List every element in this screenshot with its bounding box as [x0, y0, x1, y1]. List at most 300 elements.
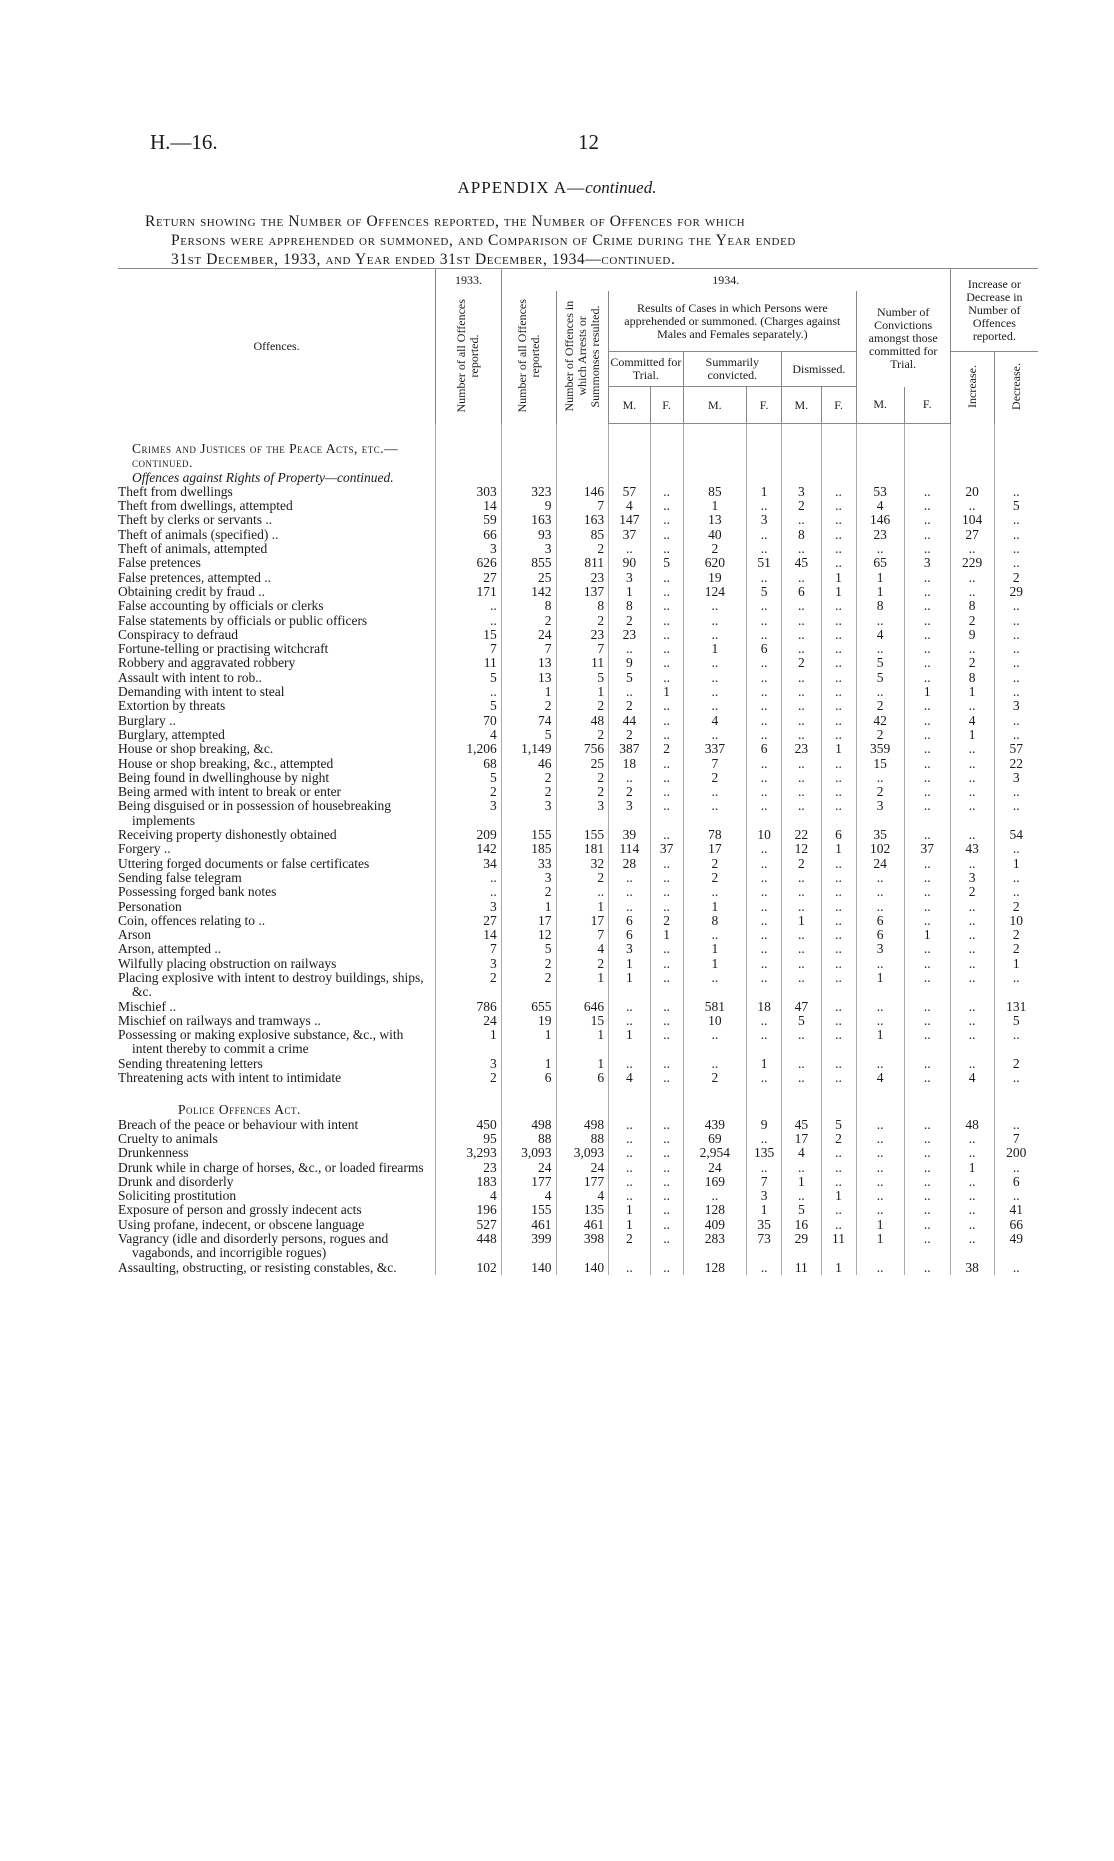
table-cell: 23 [609, 628, 651, 642]
table-cell: .. [950, 571, 994, 585]
table-cell: .. [650, 1146, 683, 1160]
table-row [118, 642, 1038, 656]
table-cell: 17 [683, 842, 747, 856]
dismissed-m-header: M. [782, 387, 821, 424]
table-cell: .. [994, 685, 1038, 699]
table-cell: .. [782, 785, 821, 799]
table-cell: .. [904, 785, 950, 799]
table-cell: 1 [609, 971, 651, 1000]
table-cell: 8 [609, 599, 651, 613]
table-cell: 24 [856, 857, 904, 871]
offence-label: Arson, attempted .. [118, 941, 222, 957]
table-cell: .. [650, 671, 683, 685]
table-cell: .. [904, 914, 950, 928]
table-cell: 51 [747, 556, 782, 570]
table-cell: .. [650, 485, 683, 499]
table-cell: 3 [747, 513, 782, 527]
table-cell: 8 [950, 599, 994, 613]
table-cell: 70 [436, 714, 502, 728]
table-cell: 450 [436, 1118, 502, 1132]
table-cell: 9 [501, 499, 556, 513]
table-cell: .. [747, 928, 782, 942]
table-cell: 12 [501, 928, 556, 942]
offence-label: Uttering forged documents or false certificates [118, 855, 370, 871]
table-cell: 359 [856, 742, 904, 756]
table-cell: .. [747, 1028, 782, 1057]
table-cell: .. [747, 771, 782, 785]
table-row [118, 771, 1038, 785]
table-cell: .. [650, 714, 683, 728]
table-cell: 5 [436, 699, 502, 713]
table-cell: .. [904, 757, 950, 771]
table-cell: 24 [683, 1161, 747, 1175]
table-cell: .. [650, 585, 683, 599]
table-cell: 5 [436, 671, 502, 685]
table-cell: .. [821, 528, 856, 542]
table-row [118, 885, 1038, 899]
offence-label: Breach of the peace or behaviour with intent [118, 1116, 359, 1132]
table-cell: 5 [821, 1118, 856, 1132]
table-cell: .. [856, 1057, 904, 1071]
table-cell: 2,954 [683, 1146, 747, 1160]
table-cell: .. [650, 1014, 683, 1028]
table-cell: 2 [782, 499, 821, 513]
table-cell: 11 [556, 656, 609, 670]
table-cell: 39 [609, 828, 651, 842]
table-cell: 4 [782, 1146, 821, 1160]
offence-label: Possessing or making explosive substance, &c., with intent thereby to commit a crime [118, 1027, 404, 1057]
table-cell: .. [782, 642, 821, 656]
table-row [118, 599, 1038, 613]
table-row [118, 1146, 1038, 1160]
table-cell: 2 [821, 1132, 856, 1146]
table-cell: 14 [436, 499, 502, 513]
table-cell: 7 [436, 642, 502, 656]
reported-1933-header: Number of all Offences reported. [436, 291, 502, 424]
page-number: 12 [578, 130, 599, 154]
table-cell: 811 [556, 556, 609, 570]
table-cell: .. [994, 599, 1038, 613]
offence-label: Assault with intent to rob.. [118, 669, 262, 685]
table-cell: 3 [950, 871, 994, 885]
table-cell: 1 [856, 585, 904, 599]
arrests-header: Number of Offences in which Arrests or Summonses resulted. [556, 291, 609, 424]
table-cell: .. [650, 885, 683, 899]
table-row [118, 728, 1038, 742]
table-cell: 9 [609, 656, 651, 670]
table-cell: .. [782, 671, 821, 685]
table-cell: .. [821, 1203, 856, 1217]
table-cell: 461 [556, 1218, 609, 1232]
table-cell: 23 [856, 528, 904, 542]
table-cell: .. [821, 1071, 856, 1085]
table-cell: 1 [856, 1218, 904, 1232]
offence-label: Sending threatening letters [118, 1055, 263, 1071]
table-cell: .. [904, 1203, 950, 1217]
table-cell: 22 [994, 757, 1038, 771]
table-cell: .. [747, 942, 782, 956]
table-cell: 3 [609, 571, 651, 585]
table-cell: .. [856, 900, 904, 914]
table-cell: .. [904, 542, 950, 556]
table-cell: 11 [436, 656, 502, 670]
table-cell: 163 [556, 513, 609, 527]
table-row [118, 1014, 1038, 1028]
table-cell: .. [650, 1189, 683, 1203]
table-cell: 1 [683, 957, 747, 971]
table-cell: .. [747, 1071, 782, 1085]
table-cell: 1 [950, 728, 994, 742]
table-cell: 2 [501, 614, 556, 628]
table-cell: 1 [856, 971, 904, 1000]
table-cell: 6 [747, 642, 782, 656]
table-cell: .. [747, 571, 782, 585]
table-cell: .. [683, 971, 747, 1000]
table-cell: 581 [683, 1000, 747, 1014]
table-cell: .. [950, 785, 994, 799]
table-cell: 5 [436, 771, 502, 785]
table-row [118, 1000, 1038, 1014]
table-cell: 4 [609, 499, 651, 513]
table-row [118, 1161, 1038, 1175]
table-cell: 6 [856, 928, 904, 942]
table-cell: .. [821, 642, 856, 656]
offence-label: False statements by officials or public officers [118, 612, 368, 628]
table-cell: 140 [501, 1261, 556, 1275]
table-cell: .. [609, 900, 651, 914]
offence-label: False pretences [118, 555, 201, 571]
table-row [118, 828, 1038, 842]
table-cell: 25 [501, 571, 556, 585]
table-cell: .. [904, 656, 950, 670]
table-cell: .. [747, 757, 782, 771]
table-cell: 4 [683, 714, 747, 728]
table-cell: 128 [683, 1261, 747, 1275]
table-cell: .. [994, 1118, 1038, 1132]
table-cell: 2 [683, 771, 747, 785]
table-cell: 3 [436, 1057, 502, 1071]
table-cell: 1 [683, 499, 747, 513]
offences-table [118, 268, 1038, 1275]
offence-label: Possessing forged bank notes [118, 884, 277, 900]
table-cell: 40 [683, 528, 747, 542]
table-cell: .. [821, 656, 856, 670]
table-cell: .. [683, 685, 747, 699]
table-cell: 2 [650, 914, 683, 928]
table-cell: 2 [683, 542, 747, 556]
table-row [118, 757, 1038, 771]
table-cell: 18 [609, 757, 651, 771]
table-cell: 448 [436, 1232, 502, 1261]
table-cell: 54 [994, 828, 1038, 842]
table-cell: 24 [501, 628, 556, 642]
table-cell: .. [821, 628, 856, 642]
offence-label: Drunkenness [118, 1145, 189, 1161]
table-cell: .. [821, 799, 856, 828]
table-cell: .. [821, 914, 856, 928]
table-cell: 4 [436, 728, 502, 742]
table-cell: 3 [501, 799, 556, 828]
table-cell: 1 [856, 571, 904, 585]
table-cell: 177 [501, 1175, 556, 1189]
table-cell: 461 [501, 1218, 556, 1232]
table-cell: 124 [683, 585, 747, 599]
offence-label: Fortune-telling or practising witchcraft [118, 641, 329, 657]
table-cell: 1 [501, 1028, 556, 1057]
table-cell: 3 [436, 957, 502, 971]
table-cell: .. [782, 957, 821, 971]
table-cell: 3 [501, 871, 556, 885]
offence-label: Being found in dwellinghouse by night [118, 769, 330, 785]
table-cell: 4 [856, 499, 904, 513]
table-cell: .. [683, 656, 747, 670]
section-heading: Police Offences Act. [178, 1102, 301, 1118]
table-cell: 498 [556, 1118, 609, 1132]
table-cell: .. [821, 1028, 856, 1057]
table-cell: 85 [556, 528, 609, 542]
table-cell: 16 [782, 1218, 821, 1232]
table-cell: .. [904, 1175, 950, 1189]
table-cell: 128 [683, 1203, 747, 1217]
table-cell: .. [782, 614, 821, 628]
offence-label: Burglary, attempted [118, 726, 225, 742]
table-cell: 8 [782, 528, 821, 542]
offence-label: Conspiracy to defraud [118, 626, 238, 642]
offence-label: Forgery .. [118, 841, 171, 857]
table-cell: 1 [994, 857, 1038, 871]
table-cell: 2 [556, 871, 609, 885]
table-cell: 3 [856, 799, 904, 828]
table-cell: .. [609, 1161, 651, 1175]
table-cell: .. [650, 599, 683, 613]
table-cell: .. [650, 628, 683, 642]
table-row [118, 928, 1038, 942]
table-cell: 387 [609, 742, 651, 756]
table-cell: 23 [782, 742, 821, 756]
table-cell: 1 [821, 742, 856, 756]
table-cell: .. [950, 914, 994, 928]
table-cell: .. [950, 1000, 994, 1014]
table-cell: .. [821, 671, 856, 685]
table-cell: .. [821, 542, 856, 556]
table-cell: 73 [747, 1232, 782, 1261]
table-cell: 2 [609, 614, 651, 628]
table-cell: .. [821, 957, 856, 971]
table-cell: 1 [747, 1057, 782, 1071]
table-cell: 3 [994, 699, 1038, 713]
decrease-header: Decrease. [994, 352, 1038, 424]
offence-label: Using profane, indecent, or obscene language [118, 1216, 365, 1232]
table-cell: .. [904, 1218, 950, 1232]
table-cell: 7 [556, 642, 609, 656]
table-row [118, 957, 1038, 971]
table-cell: .. [950, 499, 994, 513]
table-cell: 2 [556, 614, 609, 628]
table-cell: .. [856, 1014, 904, 1028]
table-cell: .. [994, 842, 1038, 856]
table-cell: 6 [994, 1175, 1038, 1189]
table-cell: .. [821, 1146, 856, 1160]
table-row [118, 628, 1038, 642]
table-cell: 5 [501, 942, 556, 956]
table-cell: 3 [904, 556, 950, 570]
table-cell: 10 [683, 1014, 747, 1028]
table-cell: .. [821, 485, 856, 499]
table-cell: .. [904, 799, 950, 828]
table-cell: 171 [436, 585, 502, 599]
convictions-header: Number of Convictions amongst those committed for Trial. [856, 291, 950, 387]
offence-label: Theft by clerks or servants .. [118, 512, 273, 528]
table-cell: .. [994, 671, 1038, 685]
table-cell: 142 [501, 585, 556, 599]
table-cell: 7 [683, 757, 747, 771]
table-cell: 23 [436, 1161, 502, 1175]
table-cell: 185 [501, 842, 556, 856]
table-cell: 1 [556, 900, 609, 914]
table-cell: .. [994, 871, 1038, 885]
table-cell: .. [747, 785, 782, 799]
offence-label: Drunk while in charge of horses, &c., or loaded firearms [118, 1159, 424, 1175]
table-cell: .. [821, 1218, 856, 1232]
table-cell: 2 [556, 771, 609, 785]
offence-label: Mischief on railways and tramways .. [118, 1012, 321, 1028]
table-cell: .. [650, 757, 683, 771]
table-cell: 4 [556, 942, 609, 956]
table-cell: 2 [556, 699, 609, 713]
table-cell: 3,293 [436, 1146, 502, 1160]
table-cell: .. [994, 485, 1038, 499]
table-cell: .. [821, 1014, 856, 1028]
table-row [118, 499, 1038, 513]
table-cell: 3 [994, 771, 1038, 785]
table-cell: .. [436, 614, 502, 628]
table-cell: .. [782, 1057, 821, 1071]
table-cell: .. [821, 1161, 856, 1175]
table-cell: 13 [683, 513, 747, 527]
table-cell: .. [650, 1232, 683, 1261]
table-cell: .. [609, 685, 651, 699]
table-cell: .. [994, 1189, 1038, 1203]
table-cell: .. [904, 642, 950, 656]
table-cell: 8 [501, 599, 556, 613]
table-row [118, 528, 1038, 542]
table-cell: 1 [556, 971, 609, 1000]
table-cell: 10 [747, 828, 782, 842]
table-cell: 3 [436, 799, 502, 828]
table-row [118, 542, 1038, 556]
table-cell: .. [683, 599, 747, 613]
table-cell: .. [994, 714, 1038, 728]
table-cell: 12 [782, 842, 821, 856]
table-cell: .. [821, 614, 856, 628]
table-cell: 68 [436, 757, 502, 771]
table-cell: .. [904, 485, 950, 499]
table-cell: .. [821, 1057, 856, 1071]
table-cell: .. [856, 771, 904, 785]
table-cell: .. [609, 1014, 651, 1028]
table-cell: .. [904, 1232, 950, 1261]
table-cell: 2 [609, 699, 651, 713]
table-cell: 4 [501, 1189, 556, 1203]
table-cell: 34 [436, 857, 502, 871]
table-cell: .. [994, 885, 1038, 899]
table-cell: .. [609, 542, 651, 556]
offence-label: Extortion by threats [118, 698, 226, 714]
table-cell: 88 [556, 1132, 609, 1146]
increase-header: Increase. [950, 352, 994, 424]
table-cell: .. [950, 1057, 994, 1071]
table-cell: 137 [556, 585, 609, 599]
table-row [118, 914, 1038, 928]
table-cell: 146 [856, 513, 904, 527]
offence-label: Theft from dwellings, attempted [118, 498, 293, 514]
table-cell: 7 [556, 499, 609, 513]
table-cell: .. [650, 1261, 683, 1275]
table-cell: 22 [782, 828, 821, 842]
table-cell: .. [609, 1261, 651, 1275]
table-cell: .. [994, 785, 1038, 799]
table-cell: .. [436, 599, 502, 613]
table-cell: .. [782, 1071, 821, 1085]
table-cell: .. [821, 1175, 856, 1189]
table-cell: 1 [683, 942, 747, 956]
table-cell: .. [904, 1132, 950, 1146]
table-cell: .. [747, 685, 782, 699]
table-cell: .. [821, 728, 856, 742]
offence-label: Receiving property dishonestly obtained [118, 827, 337, 843]
table-cell: 1 [683, 900, 747, 914]
table-cell: 19 [501, 1014, 556, 1028]
table-cell: .. [950, 799, 994, 828]
table-cell: 88 [501, 1132, 556, 1146]
table-row [118, 900, 1038, 914]
table-cell: 303 [436, 485, 502, 499]
table-cell: 2 [609, 1232, 651, 1261]
table-cell: 1 [747, 485, 782, 499]
year-1934-header: 1934. [501, 269, 950, 292]
table-cell: .. [747, 656, 782, 670]
table-cell: 1 [782, 914, 821, 928]
table-cell: 33 [501, 857, 556, 871]
table-cell: 29 [782, 1232, 821, 1261]
table-cell: 1 [501, 1057, 556, 1071]
offence-label: Demanding with intent to steal [118, 684, 285, 700]
table-cell: .. [904, 714, 950, 728]
offence-label: Being armed with intent to break or enter [118, 784, 342, 800]
table-cell: .. [747, 914, 782, 928]
table-cell: .. [950, 1218, 994, 1232]
table-cell: .. [609, 885, 651, 899]
table-cell: .. [609, 1000, 651, 1014]
table-cell: 1 [821, 585, 856, 599]
table-cell: .. [904, 499, 950, 513]
dismissed-f-header: F. [821, 387, 856, 424]
table-row [118, 485, 1038, 499]
table-cell: 498 [501, 1118, 556, 1132]
table-cell: .. [609, 1118, 651, 1132]
table-cell: .. [747, 528, 782, 542]
subsection-heading: Offences against Rights of Property—continued. [132, 469, 394, 485]
table-cell: 3 [436, 542, 502, 556]
table-cell: .. [994, 971, 1038, 1000]
table-cell: .. [994, 799, 1038, 828]
table-cell: .. [904, 1146, 950, 1160]
table-cell: .. [747, 1132, 782, 1146]
table-cell: 4 [436, 1189, 502, 1203]
table-cell: 1 [904, 685, 950, 699]
table-cell: 14 [436, 928, 502, 942]
table-cell: .. [904, 1028, 950, 1057]
